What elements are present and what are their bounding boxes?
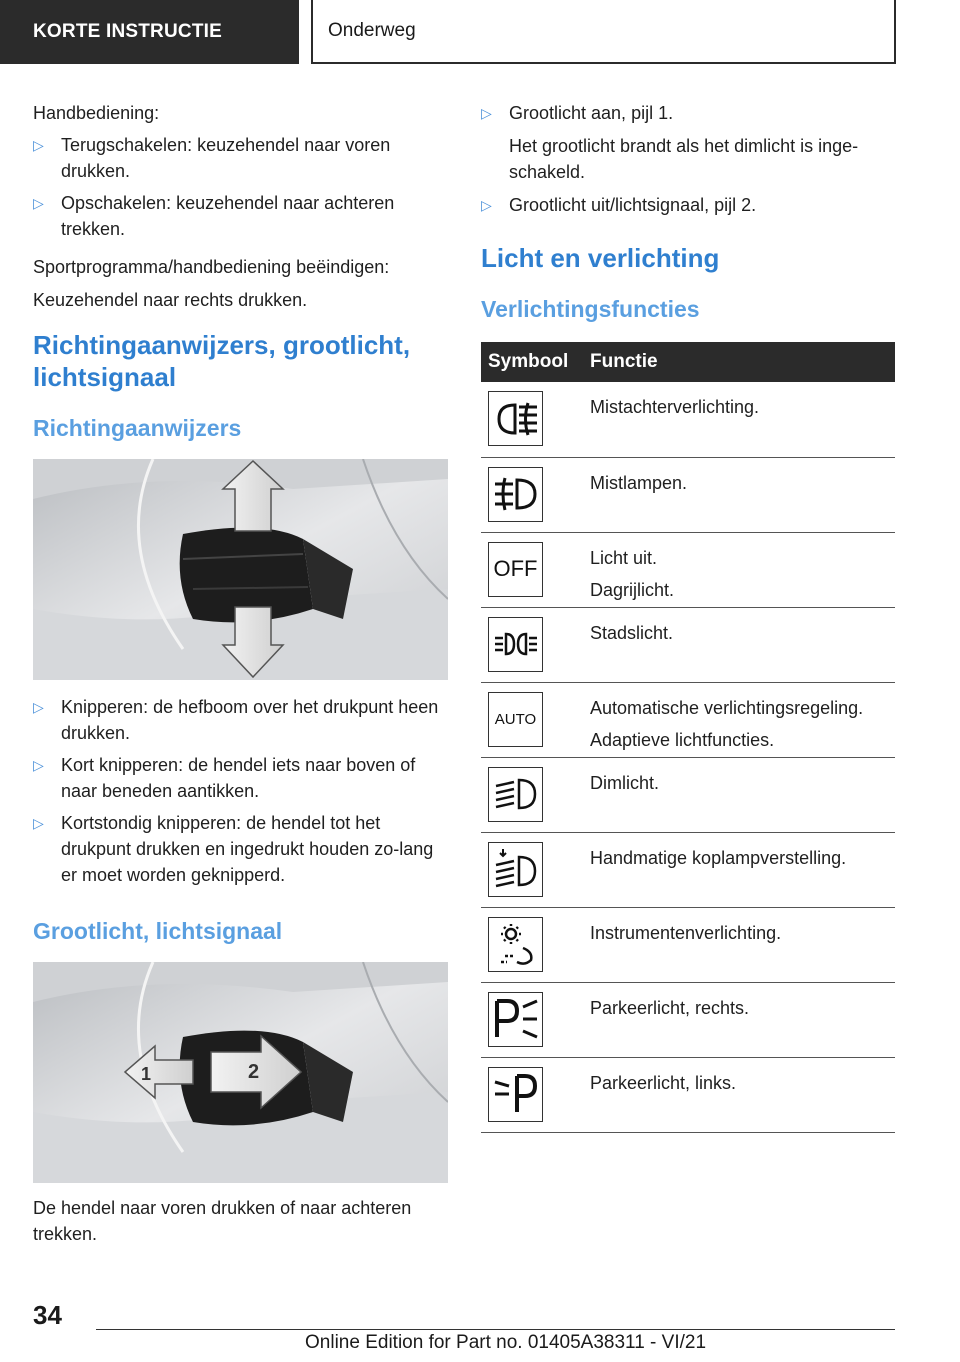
function-text: Dagrijlicht.	[590, 579, 675, 600]
parking-light-right-icon	[488, 992, 543, 1047]
function-text: Parkeerlicht, rechts.	[590, 997, 750, 1018]
table-row	[481, 907, 895, 982]
parking-light-left-icon	[488, 1067, 543, 1122]
table-row	[481, 1057, 895, 1132]
function-text: Instrumentenverlichting.	[590, 922, 782, 943]
list-item: ▷ Kortstondig knipperen: de hendel tot het drukpunt drukken en ingedrukt houden zo-lang er moet worden geknipperd.	[33, 810, 448, 888]
table-row	[481, 982, 895, 1057]
list-item: ▷ Grootlicht uit/lichtsignaal, pijl 2.	[481, 192, 895, 218]
triangle-bullet-icon: ▷	[33, 195, 44, 211]
arrow-1-label: 1	[141, 1064, 152, 1084]
table-row	[481, 832, 895, 907]
intro-label: Handbediening:	[33, 103, 160, 123]
list-item: ▷ Opschakelen: keuzehendel naar achteren trekken.	[33, 190, 448, 242]
page-header	[0, 0, 960, 66]
function-text: Mistlampen.	[590, 472, 688, 493]
headlight-range-icon	[488, 842, 543, 897]
function-text: Mistachterverlichting.	[590, 397, 760, 417]
parking-lights-icon	[488, 617, 543, 672]
auto-icon	[488, 692, 543, 747]
manual-list	[33, 132, 448, 242]
function-text: Parkeerlicht, links.	[590, 1072, 737, 1093]
section-heading-signals: Richtingaanwijzers, grootlicht, lichtsignaal	[33, 330, 411, 392]
table-row	[481, 682, 895, 757]
list-item: ▷ Terugschakelen: keuzehendel naar voren drukken.	[33, 132, 448, 184]
table-row	[481, 532, 895, 607]
high-beam-text: De hendel naar voren drukken of naar achteren trekken.	[33, 1198, 412, 1244]
triangle-bullet-icon: ▷	[33, 757, 44, 773]
front-fog-light-icon	[488, 467, 543, 522]
high-beam-list	[481, 100, 895, 126]
low-beam-icon	[488, 767, 543, 822]
left-column	[33, 100, 448, 1247]
chapter-tab: Onderweg	[311, 0, 896, 64]
rear-fog-light-icon	[488, 391, 543, 446]
triangle-bullet-icon: ▷	[481, 197, 492, 213]
high-beam-note: Het grootlicht brandt als het dimlicht is inge-schakeld.	[509, 136, 859, 182]
column-header-function: Functie	[590, 342, 895, 382]
footer-divider	[96, 1329, 895, 1330]
function-text: Dimlicht.	[590, 772, 660, 793]
light-functions-table	[481, 342, 895, 1133]
turn-signal-list	[33, 694, 448, 888]
triangle-bullet-icon: ▷	[33, 699, 44, 715]
off-icon	[488, 542, 543, 597]
table-row	[481, 607, 895, 682]
triangle-bullet-icon: ▷	[481, 105, 492, 121]
function-text: Automatische verlichtingsregeling.	[590, 697, 864, 718]
table-row	[481, 382, 895, 457]
triangle-bullet-icon: ▷	[33, 137, 44, 153]
subheading-light-functions: Verlichtingsfuncties	[481, 296, 700, 322]
function-text: Licht uit.	[590, 547, 658, 568]
function-text: Handmatige koplampverstelling.	[590, 847, 847, 868]
right-column	[481, 100, 895, 1133]
table-row	[481, 457, 895, 532]
subheading-turn-signals: Richtingaanwijzers	[33, 415, 242, 441]
off-label: OFF	[493, 556, 538, 581]
end-label: Sportprogramma/handbediening beëindigen:	[33, 257, 390, 277]
arrow-2-label: 2	[248, 1061, 260, 1083]
list-item: ▷ Knipperen: de hefboom over het drukpunt heen drukken.	[33, 694, 448, 746]
list-item: ▷ Kort knipperen: de hendel iets naar boven of naar beneden aantikken.	[33, 752, 448, 804]
turn-signal-illustration	[33, 459, 448, 680]
end-text: Keuzehendel naar rechts drukken.	[33, 290, 308, 310]
subheading-high-beam: Grootlicht, lichtsignaal	[33, 918, 283, 944]
table-row	[481, 757, 895, 832]
high-beam-list-2	[481, 192, 895, 218]
auto-label: AUTO	[494, 710, 537, 728]
column-header-symbol: Symbool	[481, 342, 590, 382]
section-tab: KORTE INSTRUCTIE	[0, 0, 299, 64]
page-number: 34	[33, 1300, 62, 1330]
table-header-row	[481, 342, 895, 382]
instrument-lighting-icon	[488, 917, 543, 972]
triangle-bullet-icon: ▷	[33, 815, 44, 831]
list-item: ▷ Grootlicht aan, pijl 1.	[481, 100, 895, 126]
edition-text: Online Edition for Part no. 01405A38311 - VI/21	[305, 1332, 707, 1353]
function-text: Stadslicht.	[590, 622, 674, 643]
section-heading-lights: Licht en verlichting	[481, 243, 720, 273]
function-text: Adaptieve lichtfuncties.	[590, 729, 775, 750]
high-beam-illustration	[33, 962, 448, 1183]
